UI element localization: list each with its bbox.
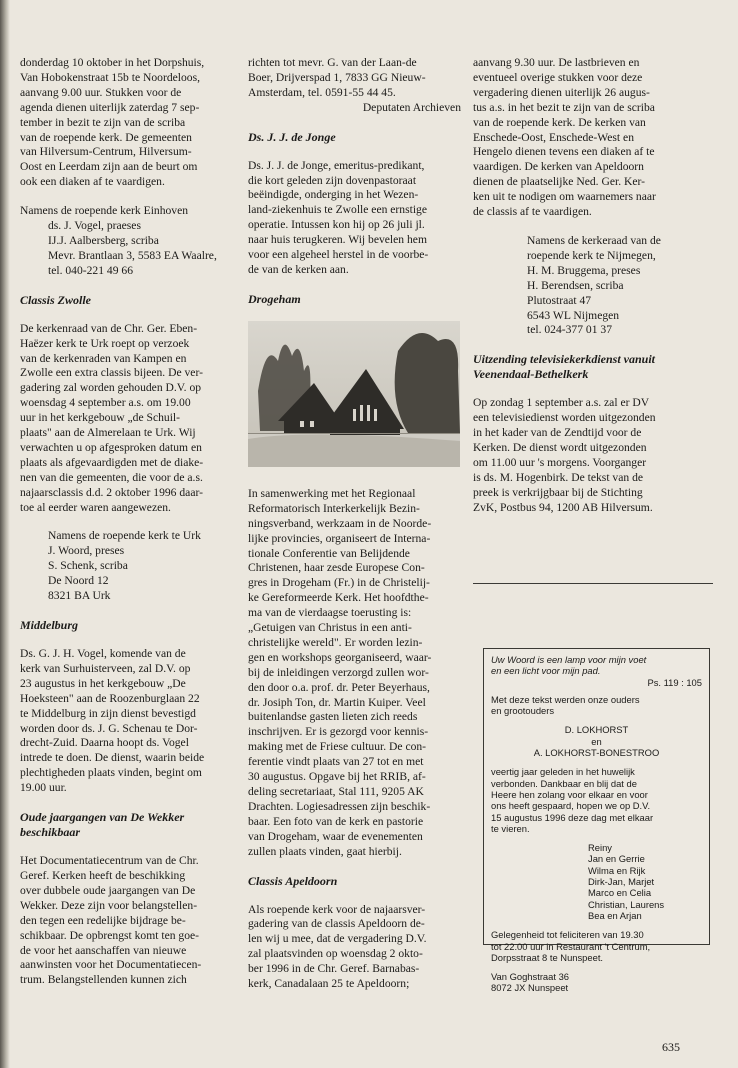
text-line: H. Berendsen, scriba — [527, 278, 624, 292]
apeldoorn-continued-paragraph — [473, 56, 713, 220]
text-line: Namens de kerkeraad van de — [527, 233, 661, 247]
text-line: dr. Josiph Ton, dr. Martin Kuiper. Veel — [248, 695, 426, 709]
text-line: nen van die gemeenten, die voor de a.s. — [20, 470, 203, 484]
column-3 — [473, 56, 713, 530]
text-line: S. Schenk, scriba — [48, 559, 128, 573]
heading-televisiekerkdienst — [473, 352, 713, 382]
text-line: Boer, Drijverspad 1, 7833 GG Nieuw- — [248, 70, 426, 84]
text-line: aanwinsten voor het Documentatiecen- — [20, 958, 202, 972]
text-line: tel. 040-221 49 66 — [48, 263, 134, 277]
text-line: toe al eerder waren aangewezen. — [20, 500, 171, 514]
text-line: Ds. G. J. H. Vogel, komende van de — [20, 647, 186, 660]
ad-wife-name: A. LOKHORST-BONESTROO — [533, 747, 660, 759]
text-line: dienen de plaatselijke Ned. Ger. Ker- — [473, 175, 645, 189]
text-line: agenda dienen uiterlijk zaterdag 7 sep- — [20, 100, 200, 114]
ad-husband-name: D. LOKHORST — [564, 724, 629, 736]
text-line: van de roepende kerk. De gemeenten — [20, 130, 192, 144]
text-line: beëindigde, onderging in het Wezen- — [248, 188, 419, 202]
text-line: gadering van de classis Apeldoorn de- — [248, 917, 425, 931]
text-line: tel. 024-377 01 37 — [527, 323, 613, 337]
text-line: Geref. Kerken heeft de beschikking — [20, 868, 186, 882]
text-line: land-ziekenhuis te Zwolle een ernstige — [248, 203, 427, 217]
ad-and: en — [591, 735, 602, 747]
text-line: Op zondag 1 september a.s. zal er DV — [473, 396, 650, 410]
text-line: Christian, Laurens — [588, 898, 665, 910]
column-2 — [248, 56, 461, 1006]
text-line: Van Goghstraat 36 — [491, 971, 570, 983]
ad-verse — [491, 654, 702, 677]
text-line: De Noord 12 — [48, 574, 109, 588]
text-line: baar. Een foto van de kerk en pastorie — [248, 814, 424, 828]
heading-classis-zwolle: Classis Zwolle — [20, 292, 92, 307]
text-line: Amsterdam, tel. 0591-55 44 45. — [248, 85, 396, 99]
text-line: en een licht voor mijn pad. — [491, 665, 601, 677]
text-line: ningsverband, werkzaam in de Noorde- — [248, 516, 432, 530]
archieven-paragraph — [248, 56, 461, 101]
text-line: 30 augustus. Opgave bij het RRIB, af- — [248, 770, 426, 784]
text-line: 6543 WL Nijmegen — [527, 308, 620, 322]
text-line: over dubbele oude jaargangen van De — [20, 883, 196, 897]
text-line: een televisiedienst worden uitgezonden — [473, 411, 656, 425]
text-line: naar huis terugkeren. Wij bevelen hem — [248, 233, 427, 247]
text-line: Haëzer kerk te Urk roept op verzoek — [20, 336, 190, 350]
signature-intro: Namens de roepende kerk Einhoven — [20, 204, 189, 218]
text-line: Dirk-Jan, Marjet — [588, 876, 655, 888]
text-line: ook een diaken af te vaardigen. — [20, 175, 165, 189]
text-line: 8321 BA Urk — [48, 589, 111, 603]
text-line: plaats" aan de Almerelaan te Urk. Wij — [20, 426, 196, 440]
text-line: ZvK, Postbus 94, 1200 AB Hilversum. — [473, 500, 653, 514]
text-line: de van de kerken aan. — [248, 262, 349, 276]
text-line: woensdag 4 september a.s. om 19.00 — [20, 396, 191, 410]
text-line: 15 augustus 1996 deze dag met elkaar — [491, 811, 654, 823]
text-line: den door o.a. prof. dr. Peter Beyerhaus, — [248, 680, 430, 694]
text-line: aanvang 9.00 uur. Stukken voor de — [20, 85, 182, 99]
text-line: is ds. M. Hogenbirk. De tekst van de — [473, 470, 644, 484]
text-line: richten tot mevr. G. van der Laan-de — [248, 56, 417, 69]
text-line: kerk, Canadalaan 25 te Apeldoorn; — [248, 977, 410, 991]
text-line: de classis af te vaardigen. — [473, 205, 592, 219]
text-line: Christenen, haar zesde Europese Con- — [248, 561, 425, 575]
text-line: veertig jaar geleden in het huwelijk — [491, 766, 635, 778]
heading-ds-de-jonge: Ds. J. J. de Jonge — [248, 129, 336, 144]
text-line: ke Gereformeerde Kerk. Het hoofdthe- — [248, 591, 429, 605]
column-divider-rule — [473, 583, 713, 584]
text-line: Uitzending televisiekerkdienst vanuit — [473, 352, 655, 367]
text-line: najaarsclassis d.d. 2 oktober 1996 daar- — [20, 485, 203, 499]
text-line: ken uit te nodigen om waarnemers naar — [473, 190, 656, 204]
text-line: Bea en Arjan — [588, 909, 642, 921]
text-line: Hengelo dienen tevens een diaken af te — [473, 145, 655, 159]
text-line: IJ.J. Aalbersberg, scriba — [48, 233, 159, 247]
text-line: tus a.s. in het bezit te zijn van de scriba — [473, 100, 655, 114]
heading-drogeham: Drogeham — [248, 291, 301, 306]
text-line: vergadering dienen uiterlijk 26 augus- — [473, 85, 650, 99]
text-line: len wij u mee, dat de vergadering D.V. — [248, 932, 427, 946]
text-line: Gelegenheid tot feliciteren van 19.30 — [491, 929, 644, 941]
text-line: Ds. J. J. de Jonge, emeritus-predikant, — [248, 158, 425, 172]
page-spine-shadow — [0, 0, 10, 1068]
text-line: deling secretariaat, Stal 111, 9205 AK — [248, 785, 424, 798]
text-line: ma van de vierdaagse toerusting is: — [248, 606, 412, 620]
text-line: 19.00 uur. — [20, 781, 67, 795]
heading-oude-jaargangen — [20, 810, 235, 840]
heading-classis-apeldoorn: Classis Apeldoorn — [248, 873, 338, 888]
text-line: making met de Friese cultuur. De con- — [248, 740, 427, 754]
text-line: Jan en Gerrie — [588, 853, 645, 865]
ad-verse-reference: Ps. 119 : 105 — [647, 676, 702, 688]
text-line: Van Hobokenstraat 15b te Noordeloos, — [20, 70, 200, 84]
text-line: H. M. Bruggema, preses — [527, 263, 641, 277]
text-line: plaats als afgevaardigden met de diake- — [20, 455, 204, 469]
text-line: Heere hen zolang voor elkaar en voor — [491, 788, 648, 800]
text-line: Reiny — [588, 842, 612, 854]
text-line: beschikbaar — [20, 825, 80, 840]
text-line: uur in het kerkgebouw „de Schuil- — [20, 411, 181, 425]
heading-middelburg: Middelburg — [20, 618, 79, 632]
text-line: tionale Conferentie van Belijdende — [248, 546, 410, 560]
text-line: verbonden. Dankbaar en blij dat de — [491, 777, 637, 789]
text-line: voor een algeheel herstel in de voorbe- — [248, 248, 429, 262]
church-photo — [248, 321, 460, 467]
text-line: Als roepende kerk voor de najaarsver- — [248, 902, 426, 916]
text-line: Oude jaargangen van De Wekker — [20, 810, 185, 825]
text-line: ons heeft gespaard, hopen we op D.V. — [491, 800, 651, 812]
text-line: Zwolle een extra classis bijeen. De ver- — [20, 366, 203, 380]
text-line: de voor het aanschaffen van nieuwe — [20, 943, 187, 957]
text-line: Het Documentatiecentrum van de Chr. — [20, 854, 199, 868]
ad-family-names — [491, 842, 702, 921]
text-line: In samenwerking met het Regionaal — [248, 486, 416, 500]
text-line: preek is verkrijgbaar bij de Stichting — [473, 485, 643, 499]
text-line: van de kerkenraden van Kampen en — [20, 351, 187, 365]
drogeham-paragraph — [248, 487, 461, 860]
text-line: kerk van Surhuisterveen, zal D.V. op — [20, 661, 191, 675]
text-line: te Middelburg in zijn dienst bevestigd — [20, 706, 196, 720]
text-line: in het kader van de Zendtijd voor de — [473, 426, 642, 440]
text-line: inschrijven. Er is gezorgd voor kennis- — [248, 725, 429, 739]
text-line: ber 1996 in de Chr. Geref. Barnabas- — [248, 962, 420, 976]
text-line: van Drogeham, waar de evenementen — [248, 829, 423, 843]
text-line: ds. J. Vogel, praeses — [48, 219, 141, 233]
text-line: Uw Woord is een lamp voor mijn voet — [491, 654, 647, 665]
zwolle-paragraph — [20, 322, 235, 516]
text-line: roepende kerk te Nijmegen, — [527, 248, 656, 262]
text-line: lijke provincies, organiseert de Interna- — [248, 531, 431, 545]
text-line: zal plaatsvinden op woensdag 2 okto- — [248, 947, 423, 961]
ad-address — [491, 971, 702, 994]
text-line: te vieren. — [491, 822, 530, 834]
deputaten-signature: Deputaten Archieven — [362, 100, 461, 114]
text-line: Drachten. Logiesadressen zijn beschik- — [248, 799, 431, 813]
noordeloos-paragraph — [20, 56, 235, 190]
de-jonge-paragraph — [248, 159, 461, 278]
text-line: Marco en Celia — [588, 887, 652, 899]
text-line: aanvang 9.30 uur. De lastbrieven en — [473, 56, 640, 69]
text-line: Reformatorisch Interkerkelijk Bezin- — [248, 501, 420, 515]
text-line: die kort geleden zijn dovenpastoraat — [248, 173, 417, 187]
text-line: Namens de roepende kerk te Urk — [48, 529, 201, 543]
text-line: tot 22.00 uur in Restaurant 't Centrum, — [491, 940, 651, 952]
text-line: Kerken. De dienst wordt uitgezonden — [473, 441, 647, 455]
televisie-paragraph — [473, 396, 713, 515]
text-line: den tegen een redelijke bijdrage be- — [20, 913, 186, 927]
text-line: gadering zal worden gehouden D.V. op — [20, 381, 202, 395]
text-line: J. Woord, preses — [48, 544, 125, 558]
einhoven-signature — [20, 204, 235, 279]
text-line: operatie. Intussen kon hij op 26 juli jl. — [248, 218, 425, 232]
text-line: en grootouders — [491, 705, 555, 717]
text-line: 8072 JX Nunspeet — [491, 982, 569, 994]
page-number: 635 — [662, 1040, 680, 1054]
text-line: vaardigen. De kerken van Apeldoorn — [473, 160, 644, 174]
text-line: trum. Belangstellenden kunnen zich — [20, 973, 187, 987]
text-line: gen en workshops georganiseerd, waar- — [248, 650, 432, 664]
text-line: van de roepende kerk. De kerken van — [473, 115, 646, 129]
text-line: Wilma en Rijk — [588, 864, 646, 876]
middelburg-paragraph — [20, 647, 235, 796]
text-line: Oost en Leerdam zijn aan de beurt om — [20, 160, 198, 174]
text-line: om 11.00 uur 's morgens. Voorganger — [473, 455, 647, 469]
text-line: gres in Drogeham (Fr.) in de Christelij- — [248, 576, 430, 590]
nijmegen-signature — [473, 234, 713, 338]
text-line: Enschede-Oost, Enschede-West en — [473, 130, 634, 144]
text-line: Plutostraat 47 — [527, 293, 592, 307]
ad-body — [491, 766, 702, 834]
text-line: tember in bezit te zijn van de scriba — [20, 115, 186, 129]
text-line: ferentie vindt plaats van 27 tot en met — [248, 755, 424, 769]
text-line: Met deze tekst werden onze ouders — [491, 693, 640, 705]
text-line: bij de inleidingen verzorgd zullen wor- — [248, 665, 429, 679]
text-line: schikbaar. De opbrengst komt ten goe- — [20, 928, 200, 942]
apeldoorn-paragraph — [248, 903, 461, 992]
text-line: worden door ds. J. G. Schenau te Dor- — [20, 721, 198, 735]
urk-signature — [20, 529, 235, 604]
text-line: drecht-Zuid. Daarna hoopt ds. Vogel — [20, 736, 189, 750]
text-line: Mevr. Brantlaan 3, 5583 EA Waalre, — [48, 248, 217, 262]
wekker-paragraph — [20, 854, 235, 988]
text-line: De kerkenraad van de Chr. Ger. Eben- — [20, 321, 198, 335]
text-line: intrede te doen. De dienst, waarin beide — [20, 751, 205, 765]
text-line: Wekker. Deze zijn voor belangstellen- — [20, 898, 198, 912]
text-line: christelijke wereld". Er worden lezin- — [248, 635, 423, 649]
text-line: eventueel overige stukken voor deze — [473, 70, 643, 84]
anniversary-announcement — [483, 648, 710, 994]
column-1 — [20, 56, 235, 1002]
text-line: zullen plaats vinden, gaat hierbij. — [248, 844, 402, 858]
ad-intro — [491, 694, 702, 717]
text-line: donderdag 10 oktober in het Dorpshuis, — [20, 56, 205, 69]
text-line: „Getuigen van Christus in een anti- — [248, 621, 412, 635]
text-line: Veenendaal-Bethelkerk — [473, 367, 589, 382]
text-line: plechtigheden plaats vinden, begint om — [20, 766, 202, 780]
text-line: 23 augustus in het kerkgebouw „De — [20, 676, 186, 690]
ad-reception — [491, 929, 702, 963]
text-line: van Hilversum-Centrum, Hilversum- — [20, 145, 192, 159]
text-line: Hoeksteen" aan de Roozenburglaan 22 — [20, 691, 200, 705]
text-line: Dorpsstraat 8 te Nunspeet. — [491, 951, 604, 963]
text-line: buitenlandse gasten lieten zich reeds — [248, 710, 418, 724]
text-line: verwachten u op afgesproken datum en — [20, 440, 202, 454]
